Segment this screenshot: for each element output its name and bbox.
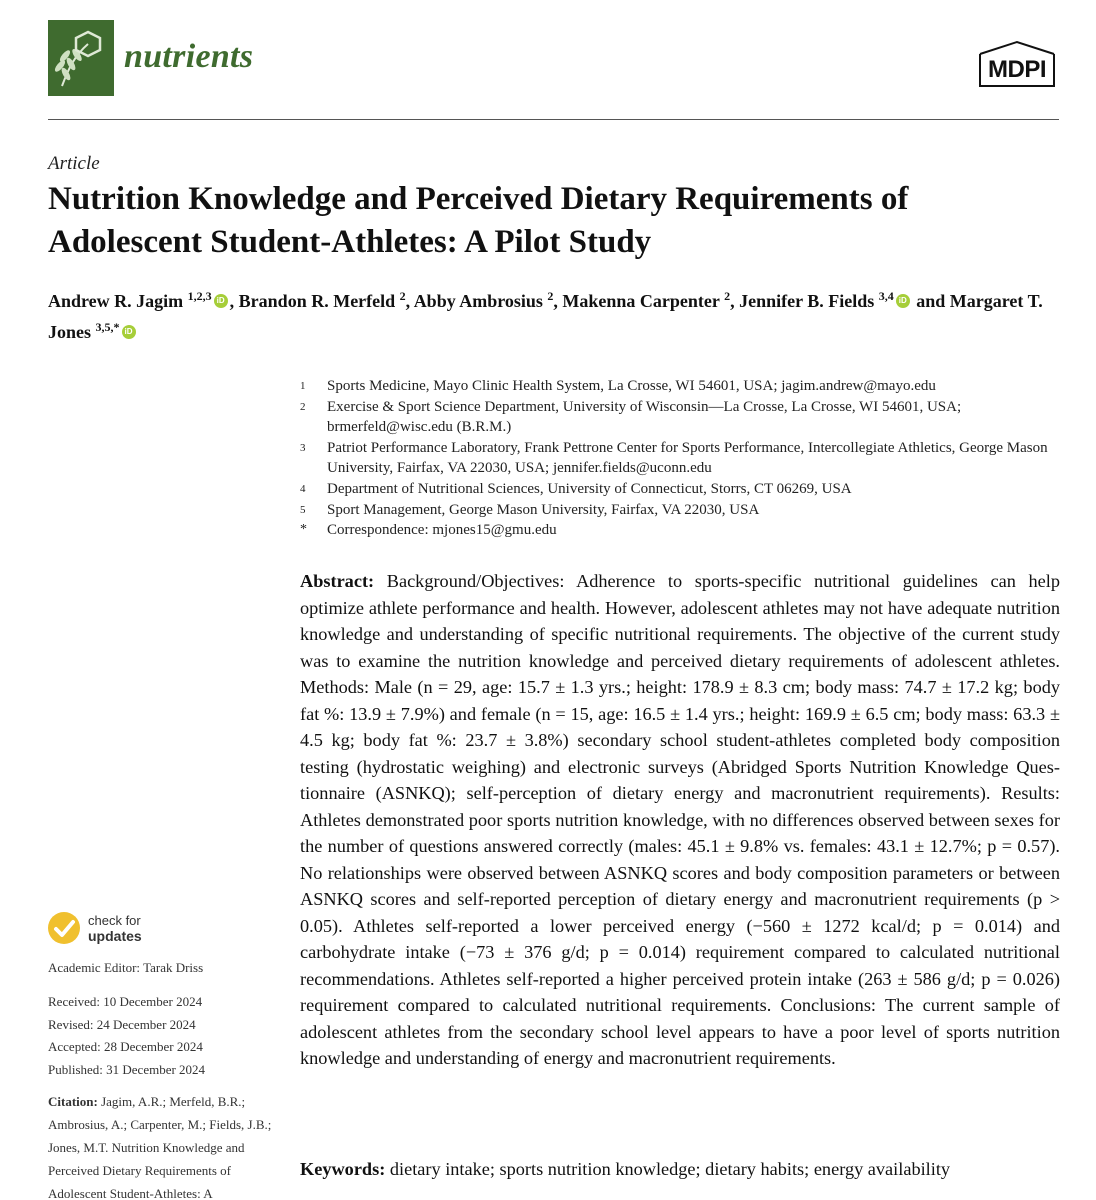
article-type: Article xyxy=(48,153,100,174)
affiliation-number: 5 xyxy=(300,503,306,516)
citation-text: Jagim, A.R.; Merfeld, B.R.; Ambrosius, A.; Carpenter, M.; Fields, J.B.; Jones, M.T. Nutrition Knowledge and Perceived Dietary Requirements of Adolescent Student-Athletes: A xyxy=(48,1094,272,1200)
abstract-text: Background/Objectives: Adherence to sports-specific nutritional guidelines can help optimize athlete performance and health. However, adolescent athletes may not have adequate nutrition knowledge and understanding of specific nutritional requirements. The objective of the current study was to examine the nutrition knowledge and perceived dietary requirements of adolescent athletes. Methods: Male (n = 29, age: 15.7 ± 1.3 yrs.; height: 178.9 ± 8.3 cm; body mass: 74.7 ± 17.2 kg; body fat %: 13.9 ± 7.9%) and female (n = 15, age: 16.5 ± 1.4 yrs.; height: 169.9 ± 6.5 cm; body mass: 63.3 ± 4.5 kg; body fat %: 23.7 ± 3.8%) secondary school student-athletes completed body composition testing (hydrostatic weighing) and electronic surveys (Abridged Sports Nutrition Knowledge Questionnaire (ASNKQ); self-perception of dietary energy and macronutrient requirements). Results: Athletes demonstrated poor sports nutrition knowledge, with no differences observed between sexes for the number of questions answered correctly (males: 45.1 ± 9.8% vs. females: 43.1 ± 12.7%; p = 0.57). No relationships were observed between ASNKQ scores and body composition parameters or between ASNKQ scores and self-reported perception of dietary energy and macronutrient requirements (p > 0.05). Athletes self-reported a lower perceived energy (−560 ± 1272 kcal/d; p = 0.014) and carbohydrate intake (−73 ± 376 g/d; p = 0.014) requirement compared to calculated nutritional recommendations. Athletes self-reported a higher perceived protein intake (263 ± 586 g/d; p = 0.026) requirement compared to calculated nutritional requirements. Conclusions: The current sample of adolescent athletes from the secondary school level appears to have a poor level of sports nutrition knowledge and understanding of energy and macronutrient requirements. xyxy=(300,571,1060,1068)
keywords-label: Keywords: xyxy=(300,1159,386,1179)
affiliation-number: 2 xyxy=(300,400,306,413)
affiliation-text: Patriot Performance Laboratory, Frank Pettrone Center for Sports Performance, Intercollegiate Athletics, George Mason University, Fairfax, VA 22030, USA; jennifer.fields@uconn.edu xyxy=(327,439,1048,477)
check-for-updates-button[interactable] xyxy=(48,912,188,948)
journal-name: nutrients xyxy=(124,38,254,75)
journal-logo-icon xyxy=(48,20,114,96)
affiliation-row xyxy=(300,376,1060,397)
affiliation-row xyxy=(300,438,1060,479)
author-separator: , xyxy=(405,291,414,311)
publisher-name: MDPI xyxy=(988,56,1046,83)
author-affiliation-sup: 2 xyxy=(399,289,406,303)
orcid-icon[interactable]: iD xyxy=(122,325,136,339)
publisher-logo xyxy=(976,40,1058,90)
orcid-icon[interactable]: iD xyxy=(214,294,228,308)
author-separator: , xyxy=(553,291,563,311)
author-name: Andrew R. Jagim xyxy=(48,291,184,311)
author-separator: , xyxy=(730,291,740,311)
author-name: Jennifer B. Fields xyxy=(739,291,875,311)
received-date: Received: 10 December 2024 xyxy=(48,994,203,1009)
publication-dates xyxy=(48,991,274,1081)
abstract-label: Abstract: xyxy=(300,571,375,591)
author-affiliation-sup: 2 xyxy=(724,289,731,303)
affiliation-number: * xyxy=(300,522,307,538)
author-affiliation-sup: 3,5,* xyxy=(95,320,120,334)
author-list xyxy=(48,283,1058,345)
citation-label: Citation: xyxy=(48,1094,98,1109)
author-name: Makenna Carpenter xyxy=(562,291,720,311)
affiliation-text: Department of Nutritional Sciences, University of Connecticut, Storrs, CT 06269, USA xyxy=(327,480,852,497)
article-title: Nutrition Knowledge and Perceived Dietary Requirements of Adolescent Student-Athletes: A Pilot Study xyxy=(48,181,909,260)
affiliation-text: Sports Medicine, Mayo Clinic Health System, La Crosse, WI 54601, USA; jagim.andrew@mayo.edu xyxy=(327,378,936,394)
check-updates-line2: updates xyxy=(88,928,142,944)
citation xyxy=(48,1090,274,1200)
affiliations xyxy=(300,376,1060,541)
affiliation-text: Correspondence: mjones15@gmu.edu xyxy=(327,522,557,539)
affiliation-text: Exercise & Sport Science Department, University of Wisconsin—La Crosse, La Crosse, WI 54601, USA; brmerfeld@wisc.edu (B.R.M.) xyxy=(327,398,962,436)
author-affiliation-sup: 2 xyxy=(547,289,554,303)
orcid-icon[interactable]: iD xyxy=(896,294,910,308)
keywords xyxy=(300,1157,1080,1181)
affiliation-row xyxy=(300,500,1060,521)
abstract xyxy=(300,568,1060,1072)
affiliation-row xyxy=(300,479,1060,500)
author-affiliation-sup: 3,4 xyxy=(878,289,894,303)
accepted-date: Accepted: 28 December 2024 xyxy=(48,1039,203,1055)
affiliation-number: 1 xyxy=(300,380,306,392)
author-name: Brandon R. Merfeld xyxy=(238,291,396,311)
affiliation-number: 3 xyxy=(300,441,306,454)
keywords-text: dietary intake; sports nutrition knowledge; dietary habits; energy availability xyxy=(389,1159,951,1179)
affiliation-row xyxy=(300,397,1060,438)
affiliation-row xyxy=(300,520,1060,541)
author-separator: , xyxy=(229,291,239,311)
author-name: Margaret T. Jones xyxy=(48,291,1043,342)
revised-date: Revised: 24 December 2024 xyxy=(48,1016,196,1032)
affiliation-text: Sport Management, George Mason University, Fairfax, VA 22030, USA xyxy=(327,501,760,518)
author-name: Abby Ambrosius xyxy=(413,291,543,311)
check-updates-line1: check for xyxy=(88,913,141,928)
author-affiliation-sup: 1,2,3 xyxy=(187,289,212,303)
checkmark-icon xyxy=(48,912,80,944)
academic-editor: Academic Editor: Tarak Driss xyxy=(48,960,204,975)
affiliation-number: 4 xyxy=(300,482,306,495)
header-divider xyxy=(48,119,1059,120)
author-separator: and xyxy=(911,291,950,311)
published-date: Published: 31 December 2024 xyxy=(48,1061,206,1077)
